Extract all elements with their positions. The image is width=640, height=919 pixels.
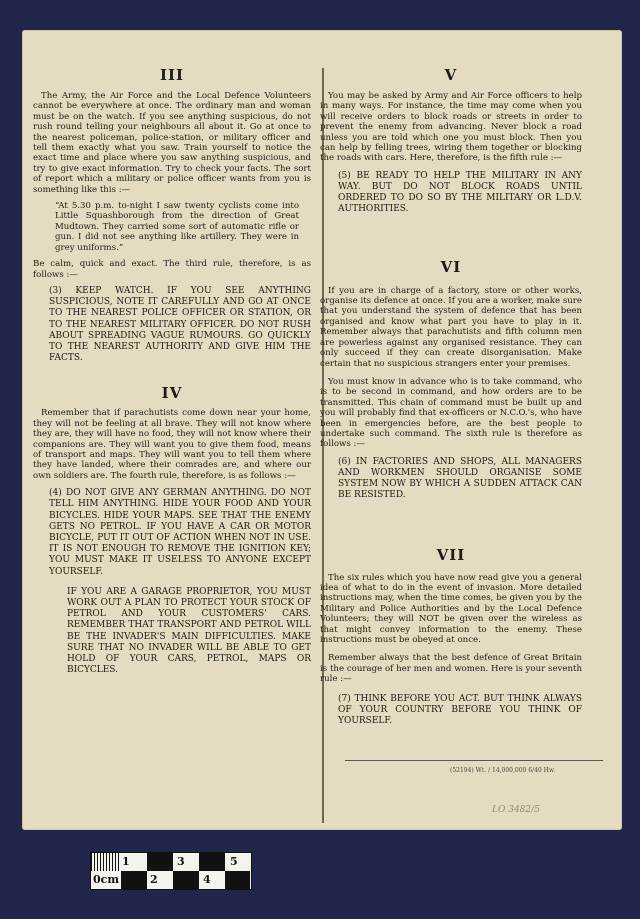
rule-3: (3) KEEP WATCH. IF YOU SEE ANYTHING SUSPICIOUS, NOTE IT CAREFULLY AND GO AT ONCE TO THE NEAREST POLICE OFFICER OR STATION, OR TO THE NEAREST MILITARY OFFICER. DO NOT RUSH ABOUT SPREADING VAGUE RUMOURS. GO QUICKLY TO THE NEAREST AUTHORITY AND GIVE HIM THE FACTS. [49, 285, 311, 364]
rule-4: (4) DO NOT GIVE ANY GERMAN ANYTHING. DO NOT TELL HIM ANYTHING. HIDE YOUR FOOD AND YOUR BICYCLES. HIDE YOUR MAPS. SEE THAT THE ENEMY GETS NO PETROL. IF YOU HAVE A CAR OR MOTOR BICYCLE, PUT IT OUT OF ACTION WHEN NOT IN USE. IT IS NOT ENOUGH TO REMOVE THE IGNITION KEY; YOU MUST MAKE IT USELESS TO ANYONE EXCEPT YOURSELF. [49, 488, 311, 577]
section-7-paragraph-1: The six rules which you have now read give you a general idea of what to do in the event of invasion. More detailed instructions may, when the time comes, be given you by the Military and Police Authorities and by the Local Defence Volunteers; they will NOT be given over the wireless as that might convey information to the enemy. These instructions must be obeyed at once. [320, 572, 582, 645]
scale-segment-4 [199, 853, 225, 871]
section-heading-5: V [444, 66, 458, 84]
handwritten-archive-number: LO 3482/5 [492, 805, 540, 815]
scale-bar [90, 852, 252, 890]
scale-lower-seg-1 [121, 871, 147, 889]
scale-label-1: 1 [122, 855, 130, 868]
scale-label-2: 2 [150, 873, 158, 886]
rule-4-garage-note: IF YOU ARE A GARAGE PROPRIETOR, YOU MUST WORK OUT A PLAN TO PROTECT YOUR STOCK OF PETROL AND YOUR CUSTOMERS' CARS. REMEMBER THAT TRANSPORT AND PETROL WILL BE THE INVADER'S MAIN DIFFICULTIES. MAKE SURE THAT NO INVADER WILL BE ABLE TO GET HOLD OF YOUR CARS, PETROL, MAPS OR BICYCLES. [67, 586, 311, 676]
section-heading-6: VI [440, 257, 462, 276]
rule-5: (5) BE READY TO HELP THE MILITARY IN ANY WAY. BUT DO NOT BLOCK ROADS UNTIL ORDERED TO DO SO BY THE MILITARY OR L.D.V. AUTHORITIES. [338, 170, 582, 215]
rule-7: (7) THINK BEFORE YOU ACT. BUT THINK ALWAYS OF YOUR COUNTRY BEFORE YOU THINK OF YOURSELF. [338, 693, 582, 727]
section-3-paragraph-1: The Army, the Air Force and the Local Defence Volunteers cannot be everywhere at once. The ordinary man and woman must be on the watch. If you see anything suspicious, do not rush round telling your neighbours all about it. Go at once to the nearest policeman, police-station, or military officer and tell them exactly what you saw. Train yourself to notice the exact time and place where you saw anything suspicious, and try to give exact information. Try to check your facts. The sort of report which a military or police officer wants from you is something like this :— [33, 91, 311, 195]
scale-label-3: 3 [177, 855, 185, 868]
scale-label-4: 4 [203, 873, 211, 886]
section-3-example-report: “At 5.30 p.m. to-night I saw twenty cyclists come into Little Squashborough from the direction of Great Mudtown. They carried some sort of automatic rifle or gun. I did not see anything like artillery. They were in grey uniforms.” [55, 201, 299, 253]
section-6-paragraph-1: If you are in charge of a factory, store or other works, organise its defence at once. If you are a worker, make sure that you understand the system of defence that has been organised and know what part you have to play in it. Remember always that parachutists and fifth column men are powerless against any organised resistance. They can only succeed if they can create disorganisation. Make certain that no suspicious strangers enter your premises. [320, 285, 582, 369]
scale-lower-seg-5 [225, 871, 250, 889]
section-4-paragraph-1: Remember that if parachutists come down near your home, they will not be feeling at all brave. They will not know where they are, they will have no food, they will not know where their companions are. They will want you to give them food, means of transport and maps. They will want you to tell them where they have landed, where their comrades are, and where our own soldiers are. The fourth rule, therefore, is as follows :— [33, 408, 311, 481]
right-column [320, 66, 582, 727]
scale-lower-seg-3 [173, 871, 199, 889]
scale-segment-2 [147, 853, 173, 871]
printer-imprint: (52194) Wt. / 14,000,000 6/40 Hw. [450, 767, 556, 774]
rule-6: (6) IN FACTORIES AND SHOPS, ALL MANAGERS AND WORKMEN SHOULD ORGANISE SOME SYSTEM NOW BY WHICH A SUDDEN ATTACK CAN BE RESISTED. [338, 456, 582, 501]
footer-divider [345, 760, 603, 761]
section-heading-3: III [159, 66, 185, 84]
section-7-paragraph-2: Remember always that the best defence of Great Britain is the courage of her men and women. Here is your seventh rule :— [320, 653, 582, 685]
section-3-paragraph-2: Be calm, quick and exact. The third rule, therefore, is as follows :— [33, 259, 311, 280]
scale-unit-label: 0cm [93, 873, 119, 886]
scale-label-5: 5 [230, 855, 238, 868]
section-5-paragraph-1: You may be asked by Army and Air Force officers to help in many ways. For instance, the time may come when you will receive orders to block roads or streets in order to prevent the enemy from advancing. Never block a road unless you are told which one you must block. Then you can help by felling trees, wiring them together or blocking the roads with cars. Here, therefore, is the fifth rule :— [320, 91, 582, 164]
left-column [33, 66, 311, 676]
section-heading-4: IV [161, 384, 183, 403]
section-6-paragraph-2: You must know in advance who is to take command, who is to be second in command, and how orders are to be transmitted. This chain of command must be built up and you will probably find that ex-officers or N.C.O.'s, who have been in emergencies before, are the best people to undertake such command. The sixth rule is therefore as follows :— [320, 376, 582, 450]
section-heading-7: VII [436, 545, 466, 564]
scale-ticks [91, 853, 121, 871]
